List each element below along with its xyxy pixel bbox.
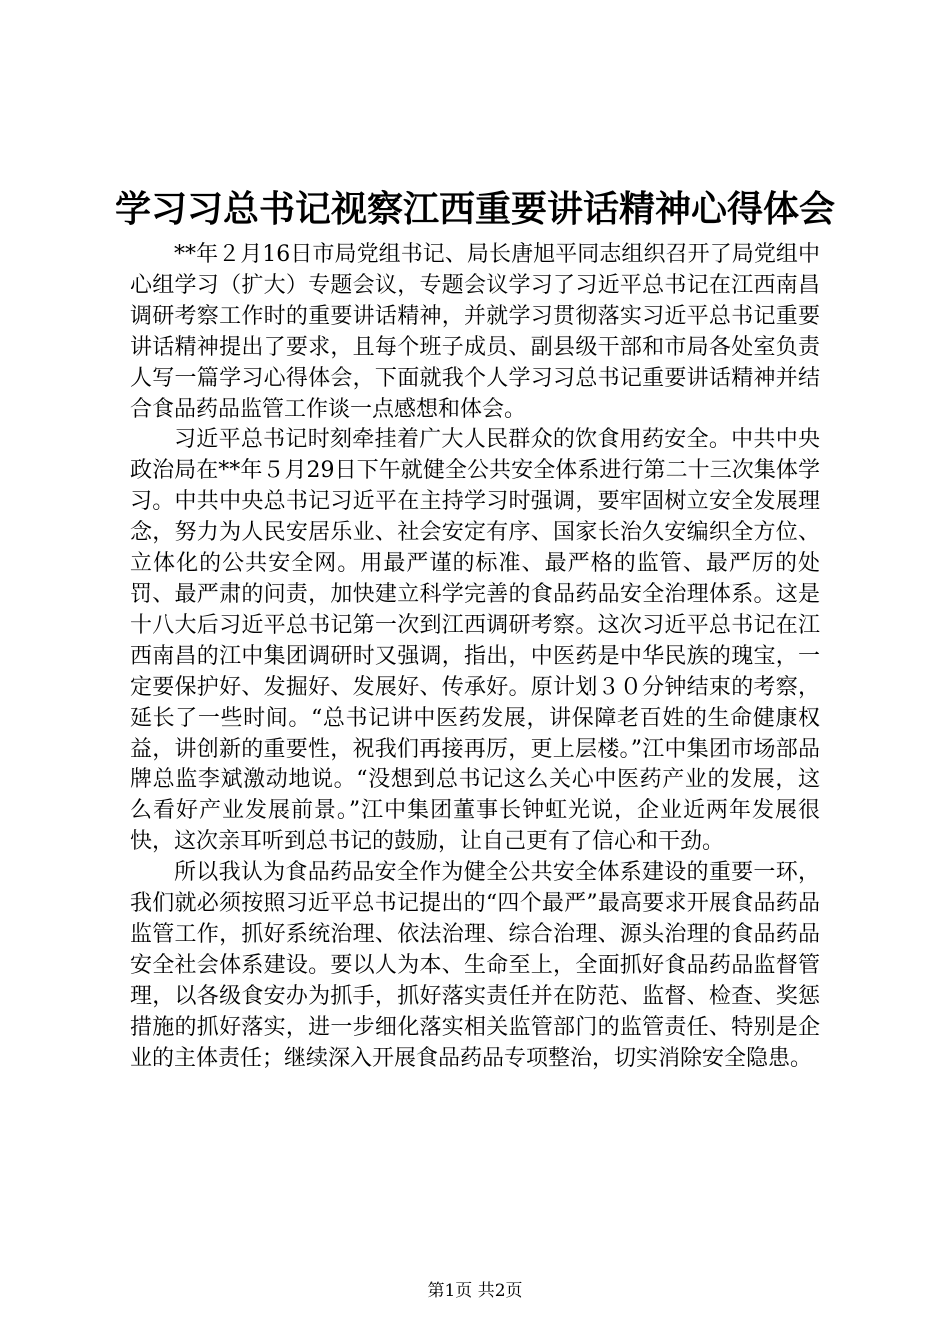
paragraph-3: 所以我认为食品药品安全作为健全公共安全体系建设的重要一环，我们就必须按照习近平总书记提出的“四个最严”最高要求开展食品药品监管工作，抓好系统治理、依法治理、综合治理、源头治理的食品药品安全社会体系建设。要以人为本、生命至上，全面抓好食品药品监督管理，以各级食安办为抓手，抓好落实责任并在防范、监督、检查、奖惩措施的抓好落实，进一步细化落实相关监管部门的监管责任、特别是企业的主体责任；继续深入开展食品药品专项整治，切实消除安全隐患。 [130, 860, 820, 1071]
document-title: 学习习总书记视察江西重要讲话精神心得体会 [114, 188, 835, 230]
page-footer: 第1页 共2页 [427, 1281, 523, 1301]
document-body [130, 240, 820, 1074]
paragraph-1: **年２月16日市局党组书记、局长唐旭平同志组织召开了局党组中心组学习（扩大）专题会议，专题会议学习了习近平总书记在江西南昌调研考察工作时的重要讲话精神，并就学习贯彻落实习近平总书记重要讲话精神提出了要求，且每个班子成员、副县级干部和市局各处室负责人写一篇学习心得体会，下面就我个人学习习总书记重要讲话精神并结合食品药品监管工作谈一点感想和体会。 [130, 242, 820, 422]
paragraph-2: 习近平总书记时刻牵挂着广大人民群众的饮食用药安全。中共中央政治局在**年５月29日下午就健全公共安全体系进行第二十三次集体学习。中共中央总书记习近平在主持学习时强调，要牢固树立安全发展理念，努力为人民安居乐业、社会安定有序、国家长治久安编织全方位、立体化的公共安全网。用最严谨的标准、最严格的监管、最严厉的处罚、最严肃的问责，加快建立科学完善的食品药品安全治理体系。这是十八大后习近平总书记第一次到江西调研考察。这次习近平总书记在江西南昌的江中集团调研时又强调，指出，中医药是中华民族的瑰宝，一定要保护好、发掘好、发展好、传承好。原计划３０分钟结束的考察，延长了一些时间。“总书记讲中医药发展，讲保障老百姓的生命健康权益，讲创新的重要性，祝我们再接再厉，更上层楼。”江中集团市场部品牌总监李斌激动地说。“没想到总书记这么关心中医药产业的发展，这么看好产业发展前景。”江中集团董事长钟虹光说，企业近两年发展很快，这次亲耳听到总书记的鼓励，让自己更有了信心和干劲。 [130, 427, 820, 855]
